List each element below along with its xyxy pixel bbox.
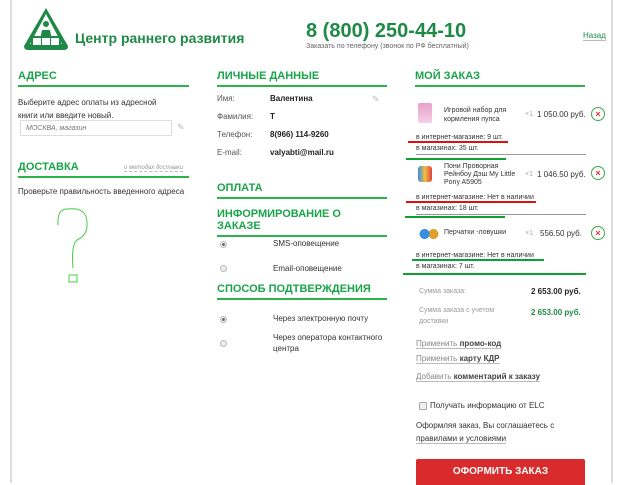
phone-number: 8 (800) 250-44-10 bbox=[306, 20, 467, 42]
card-text: карту КДР bbox=[459, 354, 500, 363]
email-radio[interactable] bbox=[220, 265, 227, 272]
stock-online: в интернет-магазине: Нет в наличии bbox=[416, 194, 534, 201]
address-input[interactable] bbox=[20, 120, 172, 136]
red-annotation-underline bbox=[406, 201, 536, 203]
remove-item-icon[interactable]: × bbox=[591, 166, 605, 180]
field-label: E-mail: bbox=[217, 148, 242, 157]
total-label: Сумма заказа с учетом доставки bbox=[419, 307, 495, 325]
item-divider bbox=[416, 214, 586, 215]
elc-logo[interactable] bbox=[22, 6, 70, 54]
confirm-operator-label: Через оператора контактного центра bbox=[273, 333, 383, 353]
field-value[interactable]: Т bbox=[270, 112, 275, 121]
green-annotation-underline bbox=[406, 158, 506, 160]
product-qty: ×1 bbox=[525, 171, 533, 178]
personal-heading: ЛИЧНЫЕ ДАННЫЕ bbox=[217, 70, 387, 87]
subscribe-checkbox[interactable] bbox=[419, 402, 427, 410]
field-row bbox=[217, 112, 387, 130]
red-annotation-underline bbox=[408, 141, 508, 143]
comment-text: комментарий к заказу bbox=[453, 372, 541, 381]
confirm-operator-radio[interactable] bbox=[220, 340, 227, 347]
back-link[interactable]: Назад bbox=[583, 31, 606, 40]
promo-code-link[interactable] bbox=[416, 339, 501, 349]
subscribe-label: Получать информацию от ELC bbox=[430, 401, 545, 410]
field-value[interactable]: Валентина bbox=[270, 94, 313, 103]
question-mark-annotation bbox=[55, 205, 95, 285]
edit-pencil-icon[interactable]: ✎ bbox=[372, 94, 380, 104]
loyalty-card-link[interactable] bbox=[416, 354, 500, 364]
submit-order-button[interactable]: ОФОРМИТЬ ЗАКАЗ bbox=[416, 459, 585, 485]
confirm-email-radio[interactable] bbox=[220, 316, 227, 323]
brand-name: Центр раннего развития bbox=[75, 30, 245, 46]
item-divider bbox=[416, 154, 586, 155]
product-name[interactable]: Пони Проворная Рейнбоу Дэш My Little Pony A5905 bbox=[444, 163, 516, 186]
remove-item-icon[interactable]: × bbox=[591, 107, 605, 121]
product-price: 1 046.50 руб. bbox=[537, 170, 586, 179]
product-price: 556.50 руб. bbox=[540, 229, 582, 238]
email-label: Email-оповещение bbox=[273, 264, 342, 273]
remove-item-icon[interactable]: × bbox=[591, 226, 605, 240]
stock-stores: в магазинах: 35 шт. bbox=[416, 145, 479, 152]
delivery-heading: ДОСТАВКА bbox=[18, 161, 189, 178]
product-qty: ×1 bbox=[525, 111, 533, 118]
sum-label: Сумма заказа: bbox=[419, 288, 467, 295]
personal-fields bbox=[217, 94, 387, 166]
stock-online: в интернет-магазине: Нет в наличии bbox=[416, 252, 534, 259]
confirm-heading: СПОСОБ ПОДТВЕРЖДЕНИЯ bbox=[217, 283, 387, 300]
product-name[interactable]: Игровой набор для кормления пупса bbox=[444, 107, 507, 123]
sum-value: 2 653.00 руб. bbox=[531, 287, 581, 296]
field-row bbox=[217, 148, 387, 166]
product-qty: ×1 bbox=[525, 230, 533, 237]
field-row bbox=[217, 94, 387, 112]
field-label: Телефон: bbox=[217, 130, 253, 139]
field-value[interactable]: valyabti@mail.ru bbox=[270, 148, 334, 157]
payment-heading: ОПЛАТА bbox=[217, 182, 387, 199]
product-image bbox=[418, 166, 432, 182]
order-heading: МОЙ ЗАКАЗ bbox=[415, 70, 585, 87]
field-label: Имя: bbox=[217, 94, 235, 103]
address-hint: Выберите адрес оплаты из адресной книги или введите новый. bbox=[18, 98, 157, 120]
address-heading: АДРЕС bbox=[18, 70, 189, 87]
edit-pencil-icon[interactable]: ✎ bbox=[177, 122, 185, 132]
stock-online: в интернет-магазине: 9 шт. bbox=[416, 134, 503, 141]
notify-heading: ИНФОРМИРОВАНИЕ О ЗАКАЗЕ bbox=[217, 208, 387, 237]
promo-prefix: Применить bbox=[416, 339, 458, 348]
promo-text: промо-код bbox=[459, 339, 502, 348]
product-name[interactable]: Перчатки -ловушки bbox=[444, 229, 507, 236]
sms-radio[interactable] bbox=[220, 241, 227, 248]
product-image bbox=[418, 229, 440, 239]
phone-note: Заказать по телефону (звонок по РФ бесплатный) bbox=[306, 43, 469, 50]
terms-text: Оформляя заказ, Вы соглашаетесь с bbox=[416, 421, 555, 430]
total-value: 2 653.00 руб. bbox=[531, 308, 581, 317]
comment-prefix: Добавить bbox=[416, 372, 452, 381]
stock-stores: в магазинах: 18 шт. bbox=[416, 205, 479, 212]
field-label: Фамилия: bbox=[217, 112, 254, 121]
green-annotation-underline bbox=[403, 273, 586, 275]
delivery-note: Проверьте правильность введенного адреса bbox=[18, 187, 185, 196]
product-image bbox=[418, 103, 432, 123]
field-value[interactable]: 8(966) 114-9260 bbox=[270, 130, 329, 139]
confirm-email-label: Через электронную почту bbox=[273, 314, 369, 323]
terms-link[interactable]: правилами и условиями bbox=[416, 434, 507, 443]
add-comment-link[interactable] bbox=[416, 372, 540, 382]
delivery-methods-link[interactable]: о методах доставки bbox=[124, 165, 184, 171]
sms-label: SMS-оповещение bbox=[273, 239, 340, 248]
green-annotation-underline bbox=[405, 216, 505, 218]
green-annotation-underline bbox=[412, 259, 544, 261]
card-prefix: Применить bbox=[416, 354, 458, 363]
product-price: 1 050.00 руб. bbox=[537, 110, 586, 119]
field-row bbox=[217, 130, 387, 148]
stock-stores: в магазинах: 7 шт. bbox=[416, 263, 475, 270]
